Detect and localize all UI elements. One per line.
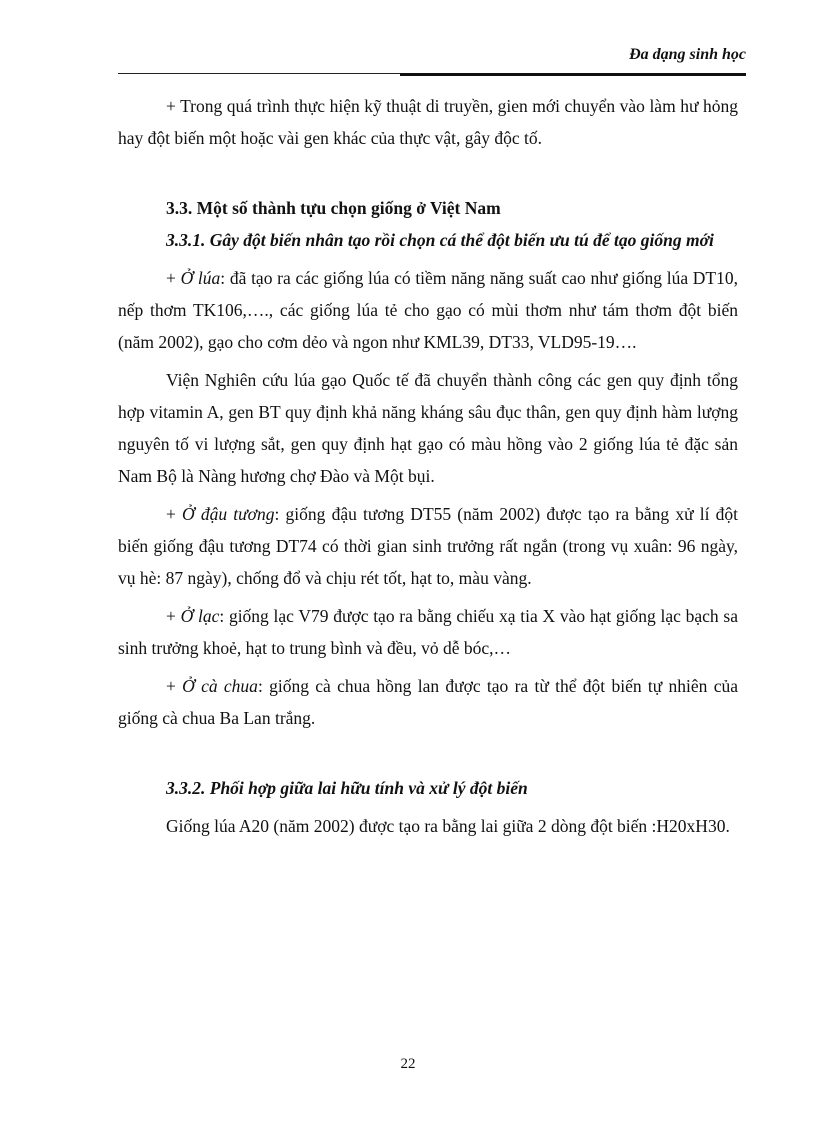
header-rule-thick [400, 73, 746, 76]
paragraph-peanut [118, 600, 738, 664]
page-number: 22 [400, 1056, 416, 1072]
paragraph-irri: Viện Nghiên cứu lúa gạo Quốc tế đã chuyển thành công các gen quy định tổng hợp vitamin A, gen BT quy định khả năng kháng sâu đục thân, gen quy định hàm lượng nguyên tố vi lượng sắt, gen quy định hạt gạo có màu hồng vào 2 giống lúa tẻ đặc sản Nam Bộ là Nàng hương chợ Đào và Một bụi. [118, 370, 738, 486]
paragraph-tomato [118, 670, 738, 734]
soybean-text: : giống đậu tương DT55 (năm 2002) được tạo ra bằng xử lí đột biến giống đậu tương DT74 có thời gian sinh trưởng rất ngắn (trong vụ xuân: 96 ngày, vụ hè: 87 ngày), chống đổ và chịu rét tốt, hạt to, màu vàng. [118, 504, 739, 588]
running-header: Đa dạng sinh học [629, 46, 746, 63]
paragraph-rice [118, 262, 738, 358]
tomato-label: Ở cà chua [182, 676, 258, 696]
paragraph-soybean [118, 498, 738, 594]
section-heading-3-3-1: 3.3.1. Gây đột biến nhân tạo rồi chọn cá thể đột biến ưu tú để tạo giống mới [166, 230, 714, 250]
bullet-lead: + [166, 268, 181, 288]
soybean-label: Ở đậu tương [182, 504, 275, 524]
paragraph-a20: Giống lúa A20 (năm 2002) được tạo ra bằng lai giữa 2 dòng đột biến :H20xH30. [166, 816, 730, 836]
bullet-lead: + [166, 504, 183, 524]
bullet-lead: + [166, 606, 181, 626]
rice-text: : đã tạo ra các giống lúa có tiềm năng năng suất cao như giống lúa DT10, nếp thơm TK106,…., các giống lúa tẻ cho gạo có mùi thơm như tám thơm đột biến (năm 2002), gạo cho cơm dẻo và ngon như KML39, DT33, VLD95-19…. [118, 268, 738, 352]
rice-label: Ở lúa [180, 268, 221, 288]
paragraph-gene-transfer-risk: + Trong quá trình thực hiện kỹ thuật di truyền, gien mới chuyển vào làm hư hỏng hay đột biến một hoặc vài gen khác của thực vật, gây độc tố. [118, 96, 738, 148]
section-heading-3-3: 3.3. Một số thành tựu chọn giống ở Việt Nam [166, 198, 501, 218]
section-heading-3-3-2: 3.3.2. Phối hợp giữa lai hữu tính và xử lý đột biến [166, 778, 528, 798]
tomato-text: : giống cà chua hồng lan được tạo ra từ thể đột biến tự nhiên của giống cà chua Ba Lan trắng. [118, 676, 738, 728]
bullet-lead: + [166, 676, 183, 696]
page-content [118, 90, 738, 848]
peanut-text: : giống lạc V79 được tạo ra bằng chiếu xạ tia X vào hạt giống lạc bạch sa sinh trưởng khoẻ, hạt to trung bình và đều, vỏ dễ bóc,… [118, 606, 738, 658]
peanut-label: Ở lạc [180, 606, 220, 626]
